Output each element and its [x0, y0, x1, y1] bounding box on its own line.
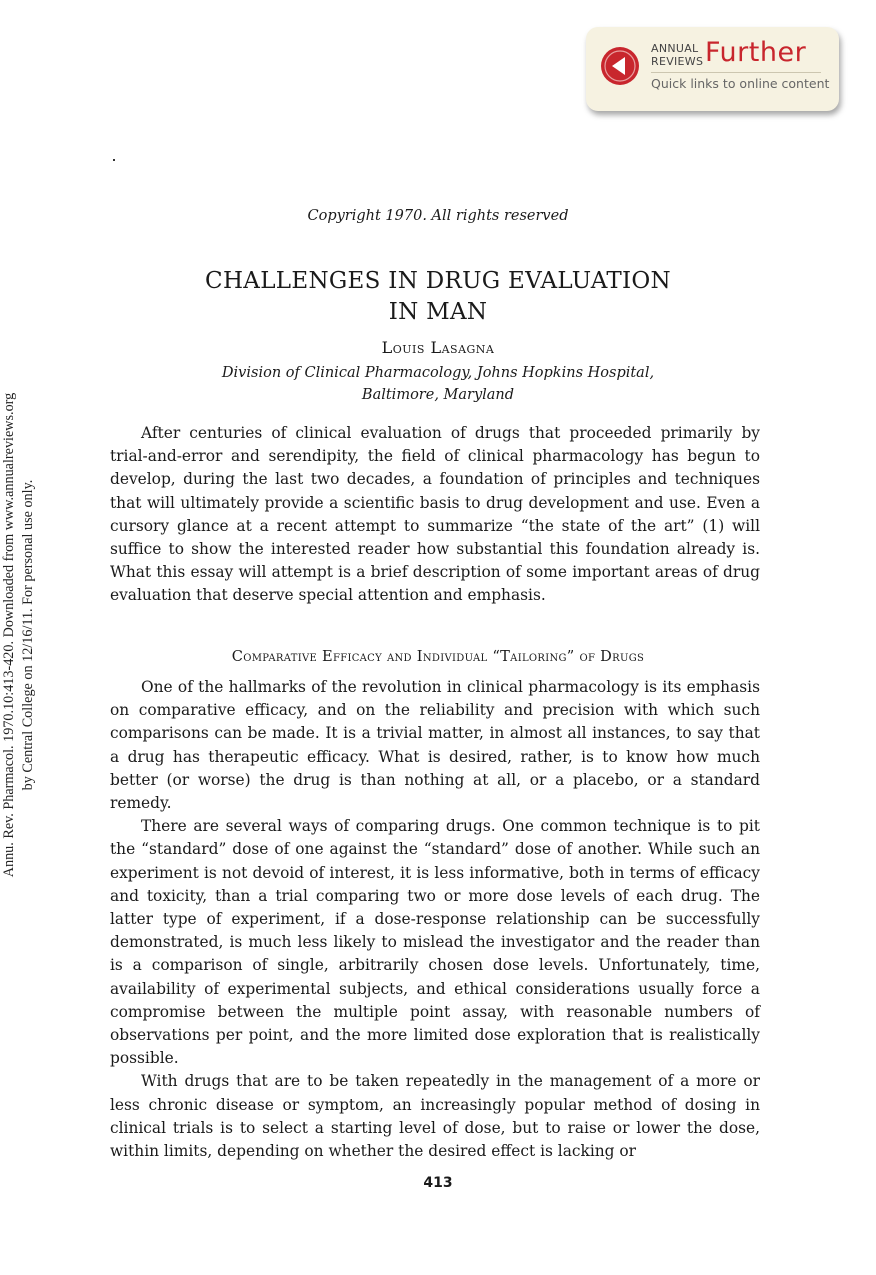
- annual-reviews-label: [651, 42, 703, 68]
- further-word: Further: [705, 37, 807, 68]
- section-heading: Comparative Efficacy and Individual “Tailoring” of Drugs: [231, 648, 645, 665]
- download-notice-line-1: Annu. Rev. Pharmacol. 1970.10:413-420. Downloaded from www.annualreviews.org: [1, 392, 17, 878]
- title-line-1: CHALLENGES IN DRUG EVALUATION: [205, 268, 671, 294]
- reviews-word: REVIEWS: [651, 55, 704, 68]
- section-body: [110, 676, 760, 1163]
- download-notice-line-2: by Central College on 12/16/11. For personal use only.: [20, 479, 36, 791]
- author-name: Louis Lasagna: [381, 338, 495, 357]
- article-title: [0, 266, 876, 328]
- further-subtitle: Quick links to online content: [651, 76, 830, 91]
- body-paragraph: With drugs that are to be taken repeatedly in the management of a more or less chronic disease or symptom, an increasingly popular method of dosing in clinical trials is to select a starting level of dose, but to raise or lower the dose, within limits, depending on whether the desired effect is lacking or: [110, 1072, 760, 1161]
- further-badge[interactable]: [586, 27, 839, 111]
- body-paragraph: One of the hallmarks of the revolution in clinical pharmacology is its emphasis on comparative efficacy, and on the reliability and precision with which such comparisons can be made. It is a trivial matter, in almost all instances, to say that a drug has therapeutic efficacy. What is desired, rather, is to know how much better (or worse) the drug is than nothing at all, or a placebo, or a standard remedy.: [110, 678, 760, 813]
- stray-mark: [113, 159, 115, 161]
- affiliation-line-2: Baltimore, Maryland: [361, 387, 515, 403]
- author-affiliation: [0, 362, 876, 406]
- title-line-2: IN MAN: [388, 299, 488, 325]
- annual-word: ANNUAL: [651, 42, 699, 55]
- affiliation-line-1: Division of Clinical Pharmacology, Johns Hopkins Hospital,: [221, 365, 655, 381]
- badge-divider: [651, 72, 821, 73]
- back-arrow-icon: [600, 46, 640, 86]
- page-number: 413: [423, 1175, 453, 1191]
- download-notice: [0, 345, 44, 925]
- copyright-notice: Copyright 1970. All rights reserved: [307, 208, 569, 224]
- body-paragraph: There are several ways of comparing drugs. One common technique is to pit the “standard” dose of one against the “standard” dose of another. While such an experiment is not devoid of interest, it is less informative, both in terms of efficacy and toxicity, than a trial comparing two or more dose levels of each drug. The latter type of experiment, if a dose-response relationship can be successfully demonstrated, is much less likely to mislead the investigator and the reader than is a comparison of single, arbitrarily chosen dose levels. Unfortunately, time, availability of experimental subjects, and ethical considerations usually force a compromise between the multiple point assay, with reasonable numbers of observations per point, and the more limited dose exploration that is realistically possible.: [110, 817, 760, 1068]
- intro-paragraph: After centuries of clinical evaluation of drugs that proceeded primarily by trial-and-error and serendipity, the field of clinical pharmacology has begun to develop, during the last two decades, a foundation of principles and techniques that will ultimately provide a scientific basis to drug development and use. Even a cursory glance at a recent attempt to summarize “the state of the art” (1) will suffice to show the interested reader how substantial this foundation already is. What this essay will attempt is a brief description of some important areas of drug evaluation that deserve special attention and emphasis.: [110, 424, 760, 605]
- intro-section: [110, 422, 760, 608]
